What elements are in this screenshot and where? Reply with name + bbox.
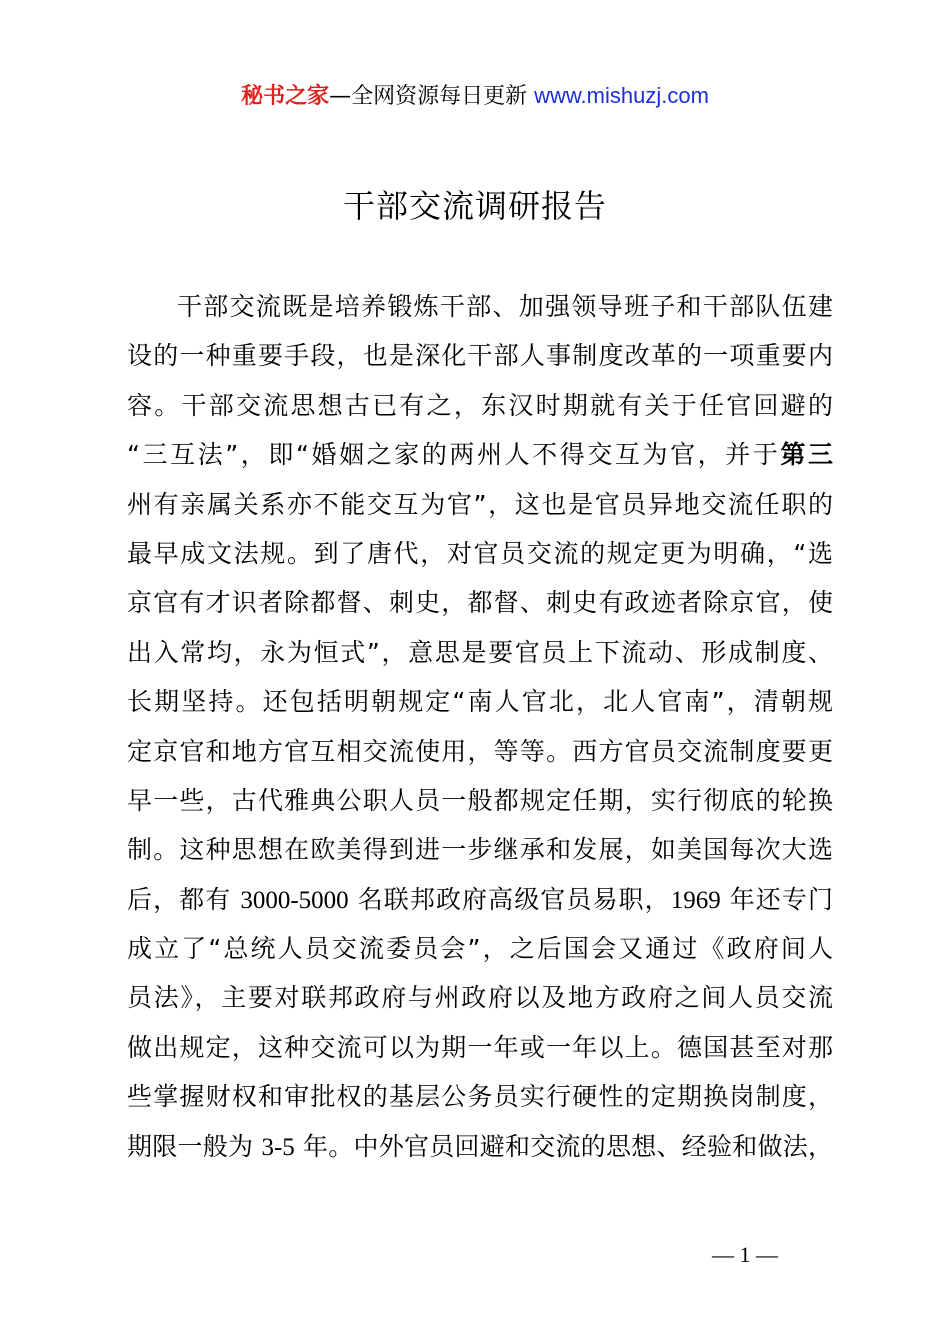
- body-line: [127, 875, 833, 924]
- body-line: 定京官和地方官互相交流使用，等等。西方官员交流制度要更: [127, 736, 833, 766]
- body-line: 州有亲属关系亦不能交互为官”，这也是官员异地交流任职的: [127, 489, 833, 519]
- body-line: 长期坚持。还包括明朝规定“南人官北，北人官南”，清朝规: [127, 687, 833, 717]
- body-line-text: 期限一般为: [127, 1131, 254, 1161]
- header-brand: 秘书之家: [241, 84, 330, 109]
- body-line: 做出规定，这种交流可以为期一年或一年以上。德国甚至对那: [127, 1032, 833, 1062]
- body-line-text: 名联邦政府高级官员易职，: [357, 884, 671, 914]
- body-line: 容。干部交流思想古已有之，东汉时期就有关于任官回避的: [127, 390, 833, 420]
- header-tagline: —全网资源每日更新: [329, 84, 535, 109]
- body-line-text: “三互法”，即“婚姻之家的两州人不得交互为官，并于: [127, 440, 781, 470]
- body-line: 干部交流既是培养锻炼干部、加强领导班子和干部队伍建: [177, 292, 833, 321]
- number-text: 3-5: [261, 1133, 295, 1161]
- site-header: [0, 80, 950, 113]
- body-line: 些掌握财权和审批权的基层公务员实行硬性的定期换岗制度，: [127, 1082, 833, 1112]
- header-url-link[interactable]: www.mishuzj.com: [534, 83, 709, 108]
- body-line: 制。这种思想在欧美得到进一步继承和发展，如美国每次大选: [127, 835, 833, 865]
- body-line: 京官有才识者除都督、刺史，都督、刺史有政迹者除京官，使: [127, 588, 833, 618]
- body-line: [127, 1122, 833, 1171]
- body-line: 设的一种重要手段，也是深化干部人事制度改革的一项重要内: [127, 341, 833, 371]
- bold-text: 第三: [780, 440, 833, 470]
- body-line: [127, 430, 833, 479]
- document-body: [127, 282, 833, 1171]
- document-title: 干部交流调研报告: [342, 187, 607, 225]
- body-line: 成立了“总统人员交流委员会”，之后国会又通过《政府间人: [127, 934, 833, 964]
- page-number: — 1 —: [712, 1242, 778, 1267]
- number-text: 3000-5000: [240, 886, 349, 914]
- body-line: 出入常均，永为恒式”，意思是要官员上下流动、形成制度、: [127, 637, 833, 667]
- body-line: 员法》，主要对联邦政府与州政府以及地方政府之间人员交流: [127, 983, 833, 1013]
- body-line: 最早成文法规。到了唐代，对官员交流的规定更为明确，“选: [127, 538, 833, 568]
- body-line-text: 年还专门: [729, 884, 833, 914]
- number-text: 1969: [670, 886, 721, 914]
- body-line: 早一些，古代雅典公职人员一般都规定任期，实行彻底的轮换: [127, 785, 833, 815]
- body-line-text: 年。中外官员回避和交流的思想、经验和做法，: [302, 1131, 833, 1161]
- body-line-text: 后，都有: [127, 884, 232, 914]
